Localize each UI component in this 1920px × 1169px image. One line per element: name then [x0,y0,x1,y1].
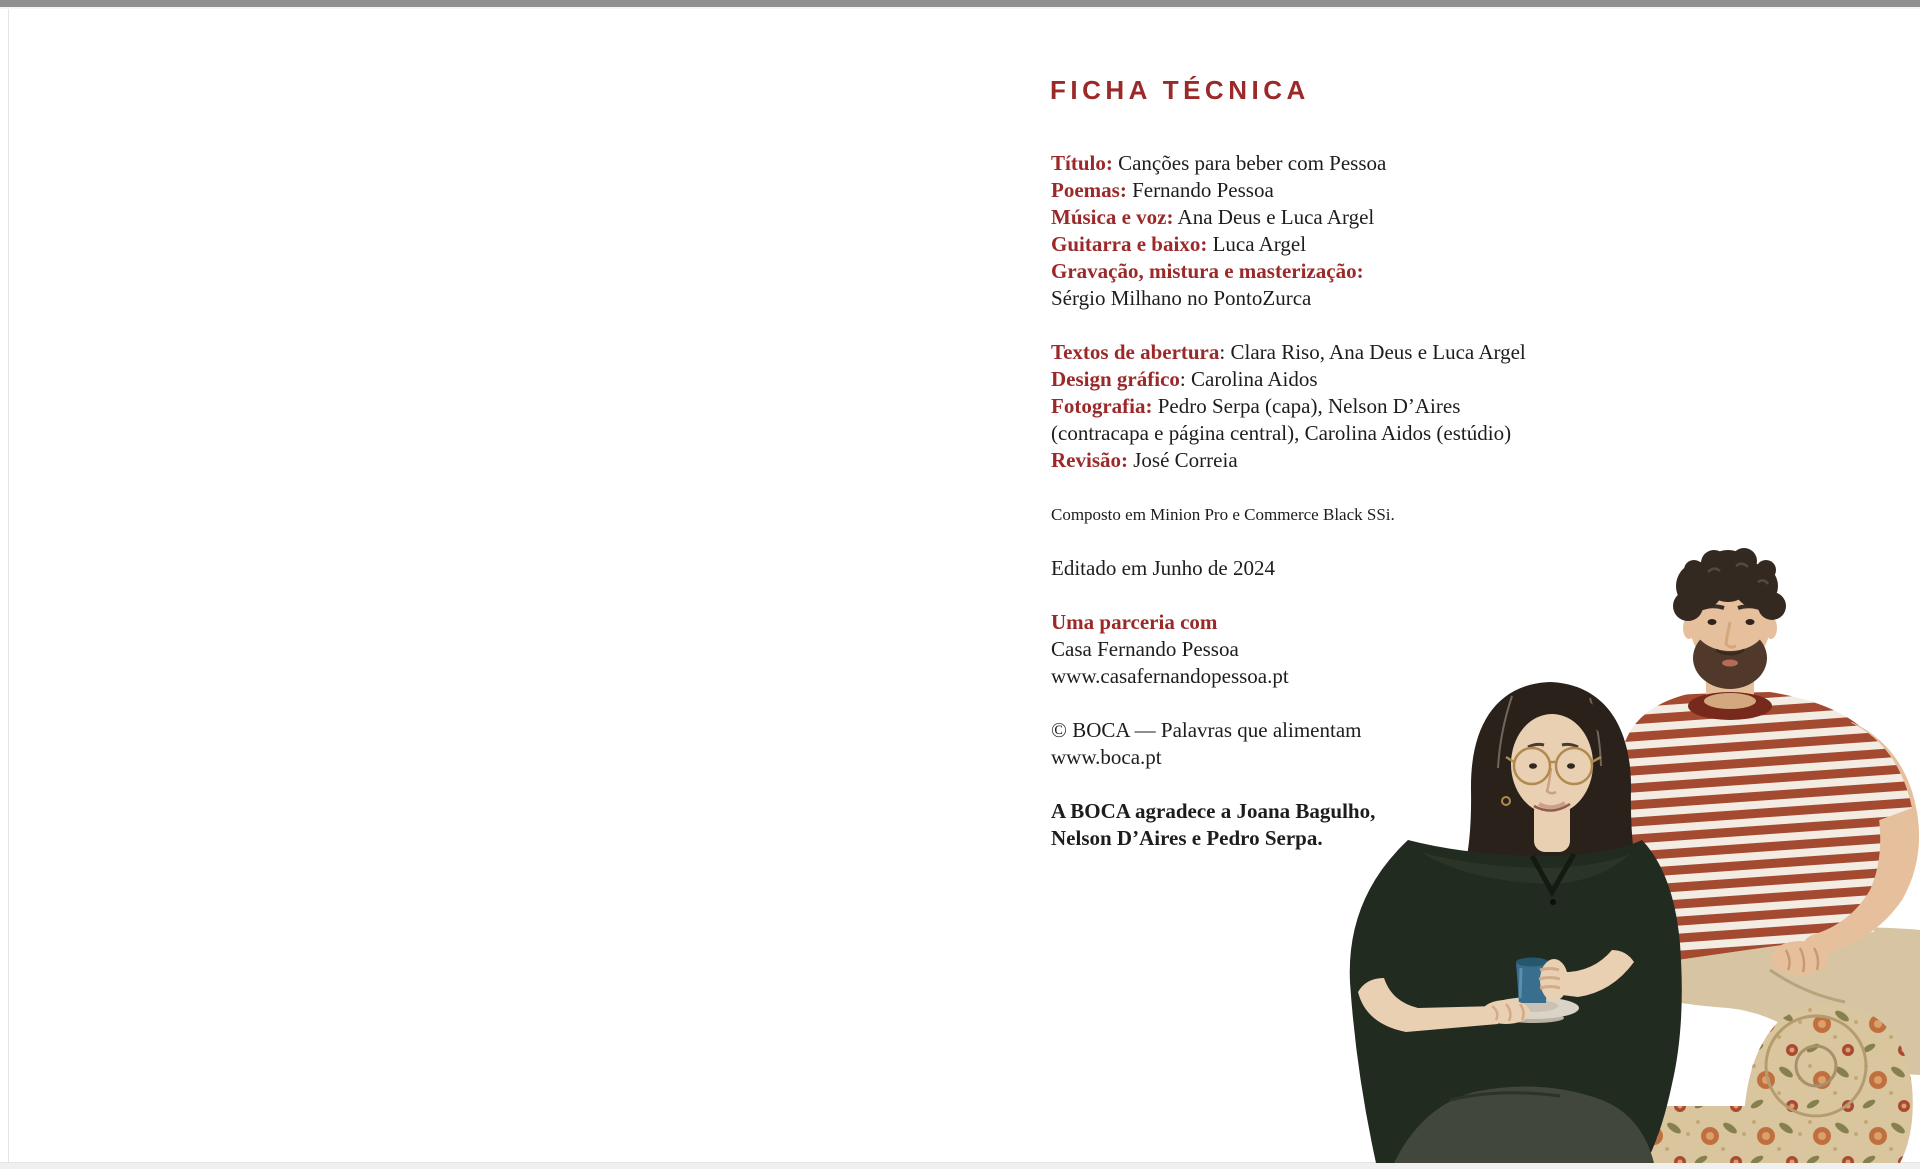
credit-line [1051,231,1651,258]
credit-line [1051,366,1651,393]
credit-line [1051,204,1651,231]
credit-line [1051,447,1651,474]
duo-photo [1300,500,1920,1163]
credit-label: Uma parceria com [1051,610,1218,634]
credit-label: Guitarra e baixo: [1051,232,1208,256]
credit-label: Fotografia: [1051,394,1153,418]
woman-face [1511,714,1593,814]
viewer-bottom-bar [0,1162,1920,1169]
credit-line [1051,339,1651,366]
credit-label: Gravação, mistura e masterização: [1051,259,1364,283]
credit-label: Design gráfico [1051,367,1180,391]
credit-text: www.casafernandopessoa.pt [1051,664,1289,688]
armchair-right-armrest [1743,1004,1913,1163]
credit-line [1051,285,1651,312]
credit-label: Revisão: [1051,448,1128,472]
credit-line [1051,150,1651,177]
credit-label: Título: [1051,151,1113,175]
credit-text: Nelson D’Aires e Pedro Serpa. [1051,826,1323,850]
credit-text: Casa Fernando Pessoa [1051,637,1239,661]
credit-text: Fernando Pessoa [1126,178,1274,202]
credit-text: Canções para beber com Pessoa [1112,151,1387,175]
page-title: FICHA TÉCNICA [1050,75,1310,105]
credit-label: Música e voz: [1051,205,1174,229]
viewer-top-bar [0,0,1920,7]
credit-text: © BOCA — Palavras que alimentam [1051,718,1362,742]
credit-line [1051,258,1651,285]
credit-label: Poemas: [1051,178,1127,202]
credit-text: (contracapa e página central), Carolina Aidos (estúdio) [1051,421,1512,445]
credit-text: : Clara Riso, Ana Deus e Luca Argel [1219,340,1526,364]
credit-line [1051,393,1651,420]
credit-block-production [1051,150,1651,312]
credit-line [1051,177,1651,204]
credit-text: Composto em Minion Pro e Commerce Black SSi. [1051,505,1395,524]
credit-text: Ana Deus e Luca Argel [1173,205,1375,229]
credit-text: Editado em Junho de 2024 [1051,556,1275,580]
credit-text: www.boca.pt [1051,745,1162,769]
man-hand [1771,941,1829,975]
credit-label: Textos de abertura [1051,340,1220,364]
credit-text: A BOCA agradece a Joana Bagulho, [1051,799,1376,823]
viewer-top-bar-highlight [0,7,1920,9]
page-left-edge [8,9,9,1162]
credit-block-design [1051,339,1651,474]
duo-photo-illustration [1300,500,1920,1163]
credit-text: Pedro Serpa (capa), Nelson D’Aires [1152,394,1461,418]
credit-text: Sérgio Milhano no PontoZurca [1051,286,1312,310]
credit-line [1051,420,1651,447]
credit-text: Luca Argel [1207,232,1307,256]
credit-text: : Carolina Aidos [1179,367,1318,391]
credit-text: José Correia [1128,448,1238,472]
